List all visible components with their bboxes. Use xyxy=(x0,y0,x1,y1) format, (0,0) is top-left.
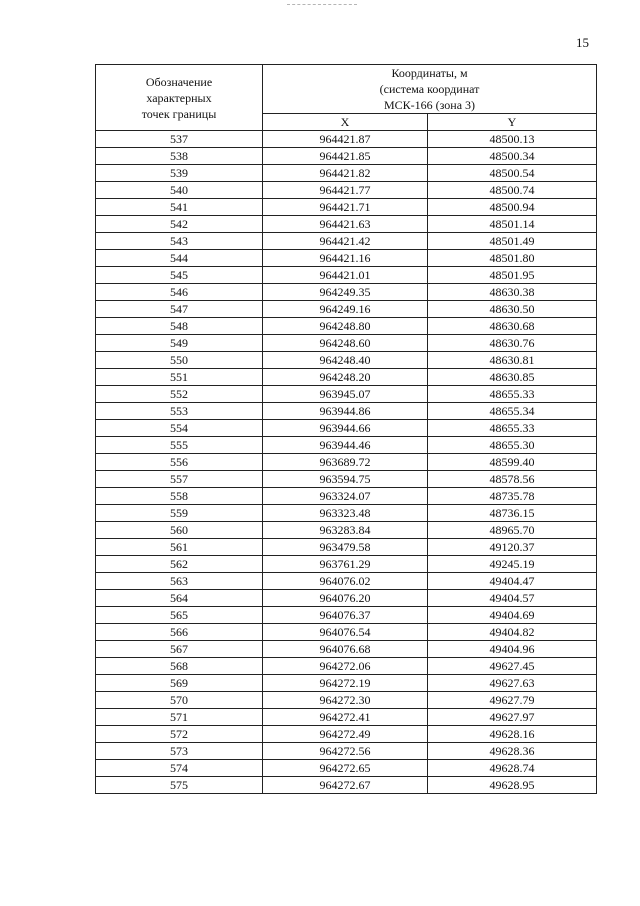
x-cell: 964421.71 xyxy=(263,199,428,216)
y-cell: 48500.34 xyxy=(428,148,597,165)
point-id-cell: 570 xyxy=(96,692,263,709)
x-cell: 964421.16 xyxy=(263,250,428,267)
header-designation xyxy=(96,65,263,131)
y-cell: 48655.30 xyxy=(428,437,597,454)
point-id-cell: 543 xyxy=(96,233,263,250)
table-row xyxy=(96,216,597,233)
table-row xyxy=(96,777,597,794)
point-id-cell: 554 xyxy=(96,420,263,437)
x-cell: 964272.56 xyxy=(263,743,428,760)
x-cell: 963324.07 xyxy=(263,488,428,505)
coordinates-table xyxy=(95,64,597,794)
table-row xyxy=(96,692,597,709)
point-id-cell: 559 xyxy=(96,505,263,522)
y-cell: 49627.63 xyxy=(428,675,597,692)
table-row xyxy=(96,199,597,216)
table-row xyxy=(96,250,597,267)
y-cell: 49404.57 xyxy=(428,590,597,607)
x-cell: 964272.30 xyxy=(263,692,428,709)
table-row xyxy=(96,284,597,301)
point-id-cell: 542 xyxy=(96,216,263,233)
y-cell: 48655.33 xyxy=(428,386,597,403)
y-cell: 48655.33 xyxy=(428,420,597,437)
y-cell: 48599.40 xyxy=(428,454,597,471)
table-row xyxy=(96,233,597,250)
header-coordinates-line-3: МСК-166 (зона 3) xyxy=(383,98,476,112)
table-row xyxy=(96,301,597,318)
table-row xyxy=(96,641,597,658)
table-row xyxy=(96,590,597,607)
y-cell: 48630.38 xyxy=(428,284,597,301)
point-id-cell: 567 xyxy=(96,641,263,658)
table-row xyxy=(96,148,597,165)
table-row xyxy=(96,522,597,539)
header-designation-line-3: точек границы xyxy=(141,106,217,121)
point-id-cell: 545 xyxy=(96,267,263,284)
table-row xyxy=(96,709,597,726)
point-id-cell: 557 xyxy=(96,471,263,488)
header-x: X xyxy=(263,114,428,131)
x-cell: 963594.75 xyxy=(263,471,428,488)
y-cell: 49628.36 xyxy=(428,743,597,760)
x-cell: 963479.58 xyxy=(263,539,428,556)
point-id-cell: 564 xyxy=(96,590,263,607)
x-cell: 963283.84 xyxy=(263,522,428,539)
table-row xyxy=(96,318,597,335)
x-cell: 963689.72 xyxy=(263,454,428,471)
y-cell: 49628.16 xyxy=(428,726,597,743)
y-cell: 48578.56 xyxy=(428,471,597,488)
y-cell: 48501.80 xyxy=(428,250,597,267)
point-id-cell: 561 xyxy=(96,539,263,556)
header-designation-line-1: Обозначение xyxy=(145,74,213,89)
y-cell: 48501.95 xyxy=(428,267,597,284)
header-coordinates-line-2: (система координат xyxy=(379,82,480,96)
point-id-cell: 569 xyxy=(96,675,263,692)
table-row xyxy=(96,726,597,743)
point-id-cell: 549 xyxy=(96,335,263,352)
point-id-cell: 550 xyxy=(96,352,263,369)
table-row xyxy=(96,658,597,675)
y-cell: 48500.94 xyxy=(428,199,597,216)
x-cell: 964249.35 xyxy=(263,284,428,301)
x-cell: 963944.86 xyxy=(263,403,428,420)
y-cell: 49245.19 xyxy=(428,556,597,573)
table-row xyxy=(96,420,597,437)
y-cell: 49627.79 xyxy=(428,692,597,709)
y-cell: 48630.50 xyxy=(428,301,597,318)
point-id-cell: 552 xyxy=(96,386,263,403)
point-id-cell: 574 xyxy=(96,760,263,777)
y-cell: 49627.45 xyxy=(428,658,597,675)
point-id-cell: 537 xyxy=(96,131,263,148)
y-cell: 48630.68 xyxy=(428,318,597,335)
table-row xyxy=(96,403,597,420)
x-cell: 964248.80 xyxy=(263,318,428,335)
y-cell: 49628.95 xyxy=(428,777,597,794)
point-id-cell: 539 xyxy=(96,165,263,182)
y-cell: 48501.14 xyxy=(428,216,597,233)
table-row xyxy=(96,760,597,777)
x-cell: 964421.63 xyxy=(263,216,428,233)
x-cell: 964272.65 xyxy=(263,760,428,777)
header-coordinates xyxy=(263,65,597,114)
table-row xyxy=(96,488,597,505)
page-number: 15 xyxy=(576,35,589,50)
y-cell: 48655.34 xyxy=(428,403,597,420)
y-cell: 48630.76 xyxy=(428,335,597,352)
point-id-cell: 541 xyxy=(96,199,263,216)
table-row xyxy=(96,471,597,488)
y-cell: 48630.85 xyxy=(428,369,597,386)
y-cell: 49404.69 xyxy=(428,607,597,624)
x-cell: 964421.01 xyxy=(263,267,428,284)
table-row xyxy=(96,454,597,471)
x-cell: 964421.85 xyxy=(263,148,428,165)
table-row xyxy=(96,624,597,641)
x-cell: 964248.60 xyxy=(263,335,428,352)
point-id-cell: 553 xyxy=(96,403,263,420)
point-id-cell: 566 xyxy=(96,624,263,641)
point-id-cell: 560 xyxy=(96,522,263,539)
x-cell: 964272.67 xyxy=(263,777,428,794)
table-row xyxy=(96,743,597,760)
x-cell: 963944.66 xyxy=(263,420,428,437)
x-cell: 964421.77 xyxy=(263,182,428,199)
header-designation-line-2: характерных xyxy=(146,90,212,105)
point-id-cell: 565 xyxy=(96,607,263,624)
x-cell: 964248.20 xyxy=(263,369,428,386)
point-id-cell: 555 xyxy=(96,437,263,454)
table-row xyxy=(96,539,597,556)
x-cell: 964076.68 xyxy=(263,641,428,658)
point-id-cell: 573 xyxy=(96,743,263,760)
table-row xyxy=(96,437,597,454)
table-row xyxy=(96,573,597,590)
point-id-cell: 538 xyxy=(96,148,263,165)
y-cell: 48500.74 xyxy=(428,182,597,199)
x-cell: 964248.40 xyxy=(263,352,428,369)
point-id-cell: 568 xyxy=(96,658,263,675)
header-y: Y xyxy=(428,114,597,131)
y-cell: 49120.37 xyxy=(428,539,597,556)
x-cell: 964076.37 xyxy=(263,607,428,624)
x-cell: 964272.19 xyxy=(263,675,428,692)
x-cell: 963323.48 xyxy=(263,505,428,522)
point-id-cell: 575 xyxy=(96,777,263,794)
x-cell: 964421.87 xyxy=(263,131,428,148)
table-row xyxy=(96,556,597,573)
y-cell: 49628.74 xyxy=(428,760,597,777)
y-cell: 49627.97 xyxy=(428,709,597,726)
x-cell: 964272.49 xyxy=(263,726,428,743)
x-cell: 964421.82 xyxy=(263,165,428,182)
x-cell: 963945.07 xyxy=(263,386,428,403)
x-cell: 964272.06 xyxy=(263,658,428,675)
y-cell: 48736.15 xyxy=(428,505,597,522)
y-cell: 48630.81 xyxy=(428,352,597,369)
y-cell: 48965.70 xyxy=(428,522,597,539)
table-row xyxy=(96,267,597,284)
table-row xyxy=(96,505,597,522)
y-cell: 48501.49 xyxy=(428,233,597,250)
point-id-cell: 571 xyxy=(96,709,263,726)
x-cell: 963761.29 xyxy=(263,556,428,573)
x-cell: 964272.41 xyxy=(263,709,428,726)
table-row xyxy=(96,131,597,148)
point-id-cell: 556 xyxy=(96,454,263,471)
y-cell: 49404.96 xyxy=(428,641,597,658)
x-cell: 964076.54 xyxy=(263,624,428,641)
x-cell: 964421.42 xyxy=(263,233,428,250)
y-cell: 48735.78 xyxy=(428,488,597,505)
table-row xyxy=(96,182,597,199)
header-coordinates-line-1: Координаты, м xyxy=(391,66,468,80)
y-cell: 48500.13 xyxy=(428,131,597,148)
point-id-cell: 572 xyxy=(96,726,263,743)
x-cell: 964076.20 xyxy=(263,590,428,607)
table-row xyxy=(96,335,597,352)
table-row xyxy=(96,165,597,182)
point-id-cell: 562 xyxy=(96,556,263,573)
top-scan-mark xyxy=(287,4,357,6)
x-cell: 963944.46 xyxy=(263,437,428,454)
table-row xyxy=(96,675,597,692)
table-row xyxy=(96,352,597,369)
y-cell: 48500.54 xyxy=(428,165,597,182)
table-row xyxy=(96,607,597,624)
point-id-cell: 544 xyxy=(96,250,263,267)
point-id-cell: 551 xyxy=(96,369,263,386)
x-cell: 964076.02 xyxy=(263,573,428,590)
table-body xyxy=(96,131,597,794)
point-id-cell: 546 xyxy=(96,284,263,301)
point-id-cell: 540 xyxy=(96,182,263,199)
point-id-cell: 548 xyxy=(96,318,263,335)
point-id-cell: 558 xyxy=(96,488,263,505)
y-cell: 49404.47 xyxy=(428,573,597,590)
x-cell: 964249.16 xyxy=(263,301,428,318)
point-id-cell: 547 xyxy=(96,301,263,318)
table-row xyxy=(96,369,597,386)
table-row xyxy=(96,386,597,403)
y-cell: 49404.82 xyxy=(428,624,597,641)
point-id-cell: 563 xyxy=(96,573,263,590)
